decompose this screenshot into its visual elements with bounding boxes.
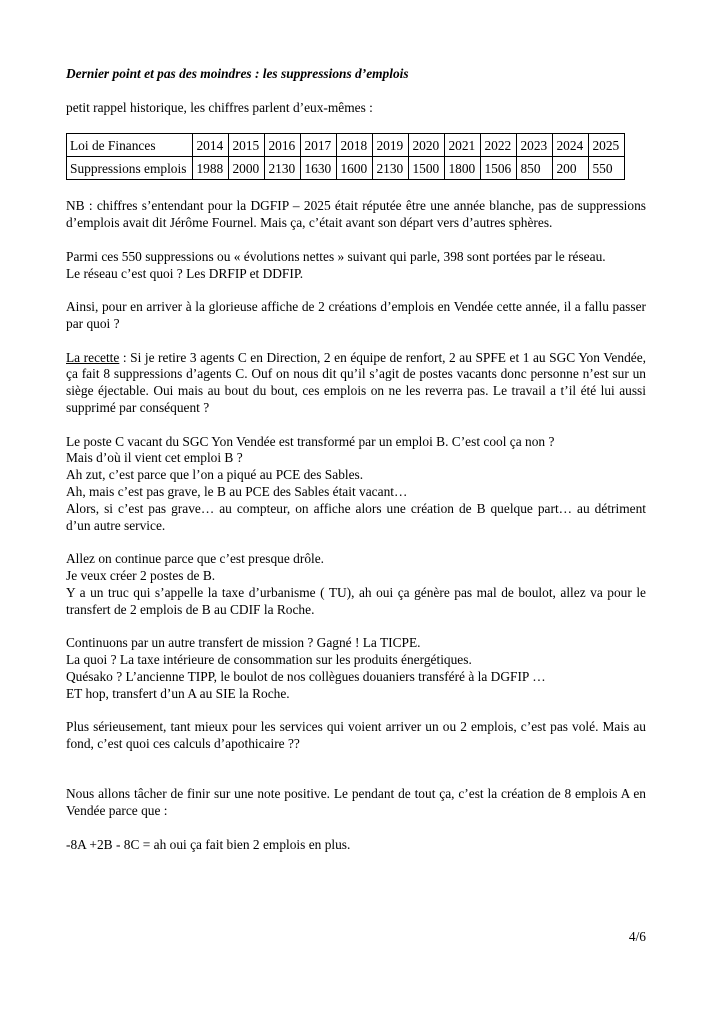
recette-text: : Si je retire 3 agents C en Direction, 2 en équipe de renfort, 2 au SPFE et 1 au SGC Yon Vendée, ça fait 8 suppressions d’agents C. Ouf on nous dit qu’il s’agit de postes vacants donc personne n’est sur un siège éjectable. Oui mais au bout du bout, ces emplois on ne les reverra pas. Le travail a t’il été lui aussi supprimé par conséquent ? bbox=[66, 349, 646, 415]
allez-line: Allez on continue parce que c’est presque drôle. bbox=[66, 551, 325, 567]
ainsi-paragraph: Ainsi, pour en arriver à la glorieuse affiche de 2 créations d’emplois en Vendée cette année, il a fallu passer par quoi ? bbox=[66, 299, 646, 331]
table-value-cell: 2130 bbox=[373, 157, 409, 180]
parmi-paragraph: Parmi ces 550 suppressions ou « évolutions nettes » suivant qui parle, 398 sont portées par le réseau. bbox=[66, 248, 606, 264]
poste-line: Ah zut, c’est parce que l’on a piqué au PCE des Sables. bbox=[66, 467, 364, 483]
table-row-label: Suppressions emplois bbox=[67, 157, 193, 180]
table-year-cell: 2019 bbox=[373, 134, 409, 157]
nb-paragraph: NB : chiffres s’entendant pour la DGFIP – 2025 était réputée être une année blanche, pas de suppressions d’emplois avait dit Jérôme Fournel. Mais ça, c’était avant son départ vers d’autres sphères. bbox=[66, 198, 646, 231]
positive-paragraph: Nous allons tâcher de finir sur une note positive. Le pendant de tout ça, c’est la création de 8 emplois A en Vendée parce que : bbox=[66, 786, 646, 819]
table-header-row bbox=[67, 134, 625, 157]
table-header-label: Loi de Finances bbox=[67, 134, 193, 157]
page-number: 4/6 bbox=[628, 929, 646, 944]
allez-line: Y a un truc qui s’appelle la taxe d’urbanisme ( TU), ah oui ça génère pas mal de boulot, allez va pour le transfert de 2 emplois de B au CDIF la Roche. bbox=[66, 584, 646, 617]
formula-line: -8A +2B - 8C = ah oui ça fait bien 2 emplois en plus. bbox=[66, 836, 351, 852]
table-value-cell: 850 bbox=[517, 157, 553, 180]
table-year-cell: 2018 bbox=[337, 134, 373, 157]
table-year-cell: 2025 bbox=[589, 134, 625, 157]
page-content bbox=[66, 66, 646, 853]
continuons-line: ET hop, transfert d’un A au SIE la Roche. bbox=[66, 685, 290, 701]
poste-line: Mais d’où il vient cet emploi B ? bbox=[66, 450, 243, 466]
table-value-cell: 1800 bbox=[445, 157, 481, 180]
allez-line: Je veux créer 2 postes de B. bbox=[66, 567, 216, 583]
table-year-cell: 2017 bbox=[301, 134, 337, 157]
table-value-cell: 2000 bbox=[229, 157, 265, 180]
reseau-line: Le réseau c’est quoi ? Les DRFIP et DDFIP. bbox=[66, 265, 304, 281]
table-value-cell: 200 bbox=[553, 157, 589, 180]
table-value-cell: 1630 bbox=[301, 157, 337, 180]
continuons-line: Quésako ? L’ancienne TIPP, le boulot de nos collègues douaniers transféré à la DGFIP … bbox=[66, 668, 546, 684]
poste-line: Alors, si c’est pas grave… au compteur, on affiche alors une création de B quelque part… au détriment d’un autre service. bbox=[66, 500, 646, 533]
job-cuts-table bbox=[66, 133, 625, 180]
recette-label: La recette bbox=[66, 349, 120, 365]
table-year-cell: 2023 bbox=[517, 134, 553, 157]
table-value-cell: 1988 bbox=[193, 157, 229, 180]
table-value-cell: 2130 bbox=[265, 157, 301, 180]
section-title: Dernier point et pas des moindres : les suppressions d’emplois bbox=[66, 66, 409, 81]
intro-paragraph: petit rappel historique, les chiffres parlent d’eux-mêmes : bbox=[66, 99, 373, 115]
table-year-cell: 2020 bbox=[409, 134, 445, 157]
continuons-line: Continuons par un autre transfert de mission ? Gagné ! La TICPE. bbox=[66, 635, 421, 651]
table-value-cell: 550 bbox=[589, 157, 625, 180]
continuons-line: La quoi ? La taxe intérieure de consommation sur les produits énergétiques. bbox=[66, 651, 472, 667]
table-value-cell: 1506 bbox=[481, 157, 517, 180]
table-year-cell: 2021 bbox=[445, 134, 481, 157]
table-year-cell: 2022 bbox=[481, 134, 517, 157]
poste-line: Le poste C vacant du SGC Yon Vendée est transformé par un emploi B. C’est cool ça non ? bbox=[66, 433, 555, 449]
recette-paragraph bbox=[66, 350, 646, 417]
table-year-cell: 2015 bbox=[229, 134, 265, 157]
table-value-cell: 1600 bbox=[337, 157, 373, 180]
table-data-row bbox=[67, 157, 625, 180]
serieux-paragraph: Plus sérieusement, tant mieux pour les services qui voient arriver un ou 2 emplois, c’est pas volé. Mais au fond, c’est quoi ces calculs d’apothicaire ?? bbox=[66, 719, 646, 751]
table-year-cell: 2024 bbox=[553, 134, 589, 157]
table-year-cell: 2014 bbox=[193, 134, 229, 157]
poste-line: Ah, mais c’est pas grave, le B au PCE des Sables était vacant… bbox=[66, 483, 408, 499]
table-year-cell: 2016 bbox=[265, 134, 301, 157]
table-value-cell: 1500 bbox=[409, 157, 445, 180]
